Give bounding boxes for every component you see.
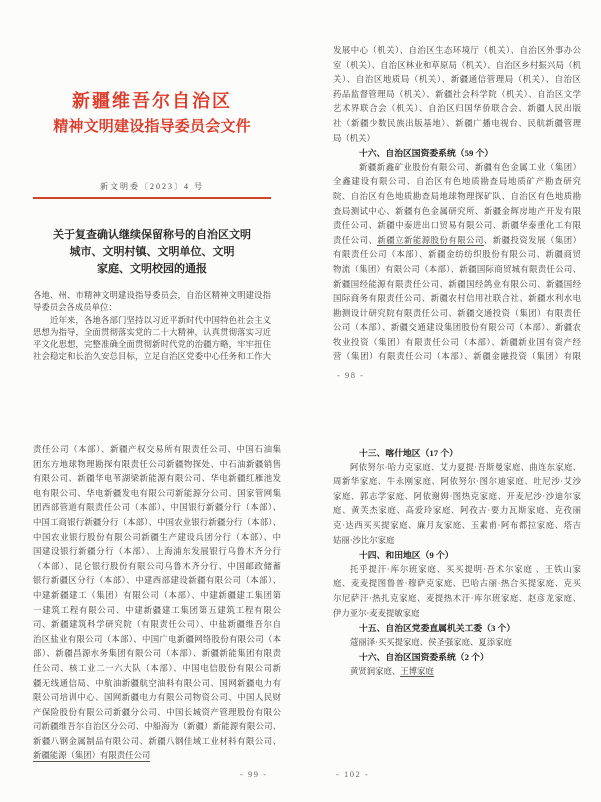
text-line: （本部）、昆仑银行股份有限公司乌鲁木齐分行、中国邮政储蓄 (33, 561, 281, 571)
text-line: 导委员会各成员单位： (33, 303, 117, 313)
section-heading-15-party-committee: 十五、自治区党委直属机关工委（3 个） (359, 623, 516, 634)
text-line: 各地、州、市精神文明建设指导委员会，自治区精神文明建设指 (33, 291, 271, 300)
text-line: 蔻丽泽·买买提家庭、侯圣强家庭、夏添家庭 (350, 637, 512, 647)
page-98 (333, 44, 581, 365)
text-line: 治区盐业有限公司（本部）、中国广电新疆网络股份有限公司（本 (33, 634, 281, 644)
underlined-family-name: 王博家庭 (400, 666, 434, 676)
text-line: 局（机关） (333, 133, 375, 143)
text-line: 院、自治区有色地质勘查局地球物理探矿队、自治区有色地质勘 (333, 191, 581, 201)
text-line: 社会稳定和长治久安总目标，立足自治区党委中心任务和工作大 (33, 352, 271, 362)
text-line: 阿依努尔·哈力克家庭、艾力夏提·吾斯曼家庭、曲连东家庭、 (350, 462, 581, 472)
text-line: 伊力亚尔·麦麦提敏家庭 (333, 608, 420, 618)
text-line: 药品监督管理局（机关）、新疆社会科学院（机关）、自治区文学 (333, 89, 581, 99)
text-line: 产保险股份有限公司新疆分公司、中国长城资产管理股份有限公 (33, 707, 281, 717)
page-102 (333, 446, 581, 680)
subject-line: 城市、文明村镇、文明单位、文明 (69, 246, 235, 258)
text-line: 司、新疆建筑科学研究院（有限责任公司）、中盐新疆维吾尔自 (33, 620, 281, 630)
subject-line: 家庭、文明校园的通报 (97, 263, 207, 275)
org-title-line1: 新疆维吾尔自治区 (72, 91, 232, 111)
text-line: 一建筑工程有限公司、中建新疆建工集团第五建筑工程有限公 (33, 605, 281, 615)
text-line: 庭、麦麦提图鲁普·穆萨克家庭、巴哈古丽·热合买提家庭、克买 (333, 579, 581, 589)
org-title-line2: 精神文明建设指导委员会文件 (53, 119, 251, 135)
text-segment: 责任公司、 (333, 235, 378, 245)
section-heading-14-hotan: 十四、和田地区（9 个） (359, 550, 454, 561)
subject-line: 关于复查确认继续保留称号的自治区文明 (53, 229, 251, 241)
page-99 (33, 443, 281, 764)
page-number-98: - 98 - (337, 370, 365, 380)
text-line: 限公司培训中心、国网新疆电力有限公司物资公司、中国人民财 (33, 693, 281, 703)
text-line: 庭、黄芙杰家庭、高爱玲家庭、阿孜古·要力瓦斯家庭、克孜丽 (333, 506, 581, 516)
text-line: 中建新疆建工（集团）有限公司（本部）、中建新疆建工集团第 (33, 590, 281, 600)
text-line: 托乎提汗·库尔班家庭、买买提明·吾术尔家庭 、王铁山家 (350, 564, 581, 574)
text-line: 部）、新疆昌源水务集团有限公司（本部）、新疆新能集团有限责 (33, 649, 281, 659)
section-heading-16-sasac: 十六、自治区国资委系统（59 个） (359, 148, 494, 159)
text-line: 牧业投资（集团）有限责任公司（本部）、新疆新业国有资产经 (333, 337, 581, 347)
text-line: 银行新疆区分行（本部）、中建西部建设新疆有限公司（本部）、 (33, 576, 281, 586)
text-line: 任公司、核工业二一六大队（本部）、中国电信股份有限公司新 (33, 663, 281, 673)
text-line: 团西部管道有限责任公司（本部）、中国银行新疆分行（本部）、 (33, 503, 281, 513)
text-line: 电有限公司、华电新疆发电有限公司新能源分公司、国家管网集 (33, 488, 281, 498)
text-line: 勘测设计研究院有限责任公司、新疆交通投资（集团）有限责任 (333, 308, 581, 318)
text-line: 尔尼萨汗·热扎克家庭、麦提热木汗·库尔班家庭、赵彦龙家庭、 (333, 593, 581, 603)
text-line: 公司（本部）、新疆交通建设集团股份有限公司（本部）、新疆农 (333, 323, 581, 333)
text-line: 中国农业银行股份有限公司新疆生产建设兵团分行（本部）、中 (33, 532, 281, 542)
page-cover (33, 84, 271, 364)
underlined-company-name: 新疆立新能源股份有限公司 (377, 235, 484, 245)
section-heading-16-sasac: 十六、自治区国资委系统（2 个） (359, 652, 489, 663)
document-subject-title (33, 227, 271, 278)
document-number: 新文明委〔2023〕4 号 (100, 182, 204, 191)
text-line: 室（机关）、自治区林业和草原局（机关）、自治区乡村振兴局（机 (333, 60, 581, 70)
text-line-with-underline (33, 749, 281, 764)
underlined-company-name: 新疆能源（集团）有限责任公司 (33, 751, 151, 761)
text-line: 全鑫建设有限公司、自治区有色地质勘查局地质矿产勘查研究 (333, 177, 581, 187)
text-line: 发展中心（机关）、自治区生态环境厅（机关）、自治区外事办公 (333, 46, 581, 55)
text-line: 中国工商银行新疆分行（本部）、中国农业银行新疆分行（本部）、 (33, 517, 281, 527)
text-line: 查局测试中心、新疆有色金属研究所、新疆金辉房地产开发有限 (333, 206, 581, 216)
text-line: 营（集团）有限责任公司（本部）、新疆金融投资（集团）有限 (333, 352, 581, 362)
page-number-102: - 102 - (336, 769, 370, 779)
text-line: 克·达西买买提家庭、廉月友家庭、玉素甫·阿布都拉家庭、塔吉 (333, 520, 581, 530)
cover-body-paragraph (33, 290, 271, 364)
page-number-99: - 99 - (240, 769, 268, 779)
text-line: 社（新疆少数民族出版基地）、新疆广播电视台、民航新疆管理 (333, 118, 581, 128)
text-line: 姑丽·沙比尔家庭 (333, 535, 395, 545)
text-line-with-underline (333, 234, 581, 249)
text-line: 疆无线通信局、中航油新疆航空油料有限公司、国网新疆电力有 (33, 678, 281, 688)
text-line: 国际商务有限责任公司、新疆农村信用社联合社、新疆水利水电 (333, 294, 581, 304)
text-line: 周新华家庭、牛永刚家庭、阿依努尔·图尔迪家庭、吐尼沙·艾沙 (333, 477, 581, 487)
text-segment: 、新疆投资发展（集团） (483, 235, 581, 245)
text-line: 关）、自治区地质局（机关）、新疆通信管理局（机关）、自治区 (333, 75, 581, 85)
text-line: 责任公司、新疆中泰进出口贸易有限公司、新疆华泰重化工有限 (333, 221, 581, 231)
text-line: 国建设银行新疆分行（本部）、上海浦东发展银行乌鲁木齐分行 (33, 547, 281, 557)
text-line: 家庭、郭志学家庭、阿依谢姆·图热克家庭、开麦尼沙·沙迪尔家 (333, 491, 581, 501)
text-segment: 黄贤润家庭、 (350, 666, 401, 676)
text-line: 新疆八钢金属制品有限公司、新疆八钢佳域工业材料有限公司、 (33, 736, 281, 746)
text-line-with-underline (333, 665, 581, 680)
section-heading-13-kashgar: 十三、喀什地区（17 个） (359, 448, 458, 458)
text-line: 平文化思想，完整准确全面贯彻新时代党的治疆方略，牢牢扭住 (33, 340, 271, 350)
text-line: 艺术界联合会（机关）、自治区归国华侨联合会、新疆人民出版 (333, 104, 581, 114)
text-line: 思想为指导，全面贯彻落实党的二十大精神，认真贯彻落实习近 (33, 327, 271, 337)
text-line: 物流（集团）有限公司（本部）、新疆国际商贸城有限责任公司、 (333, 264, 581, 274)
text-line: 责任公司（本部）、新疆产权交易所有限责任公司、中国石油集 (33, 445, 281, 454)
text-line: 有限责任公司（本部）、新疆金纺纺织股份有限公司、新疆商贸 (333, 250, 581, 260)
text-line: 新疆国经能源有限责任公司、新疆国经鸽业有限公司、新疆国经 (333, 279, 581, 289)
text-line: 新疆新鑫矿业股份有限公司、新疆有色金属工业（集团） (359, 162, 581, 172)
text-line: 近年来，各地各部门坚持以习近平新时代中国特色社会主义 (50, 315, 271, 325)
text-line: 有限公司、新疆华电苇湖梁新能源有限公司、华电新疆红雁池发 (33, 474, 281, 484)
red-divider-line (33, 197, 271, 199)
text-line: 司新疆维吾尔自治区分公司、中船海为（新疆）新能源有限公司、 (33, 722, 281, 732)
text-line: 团东方地球物理勘探有限责任公司新疆物探处、中石油新疆销售 (33, 459, 281, 469)
